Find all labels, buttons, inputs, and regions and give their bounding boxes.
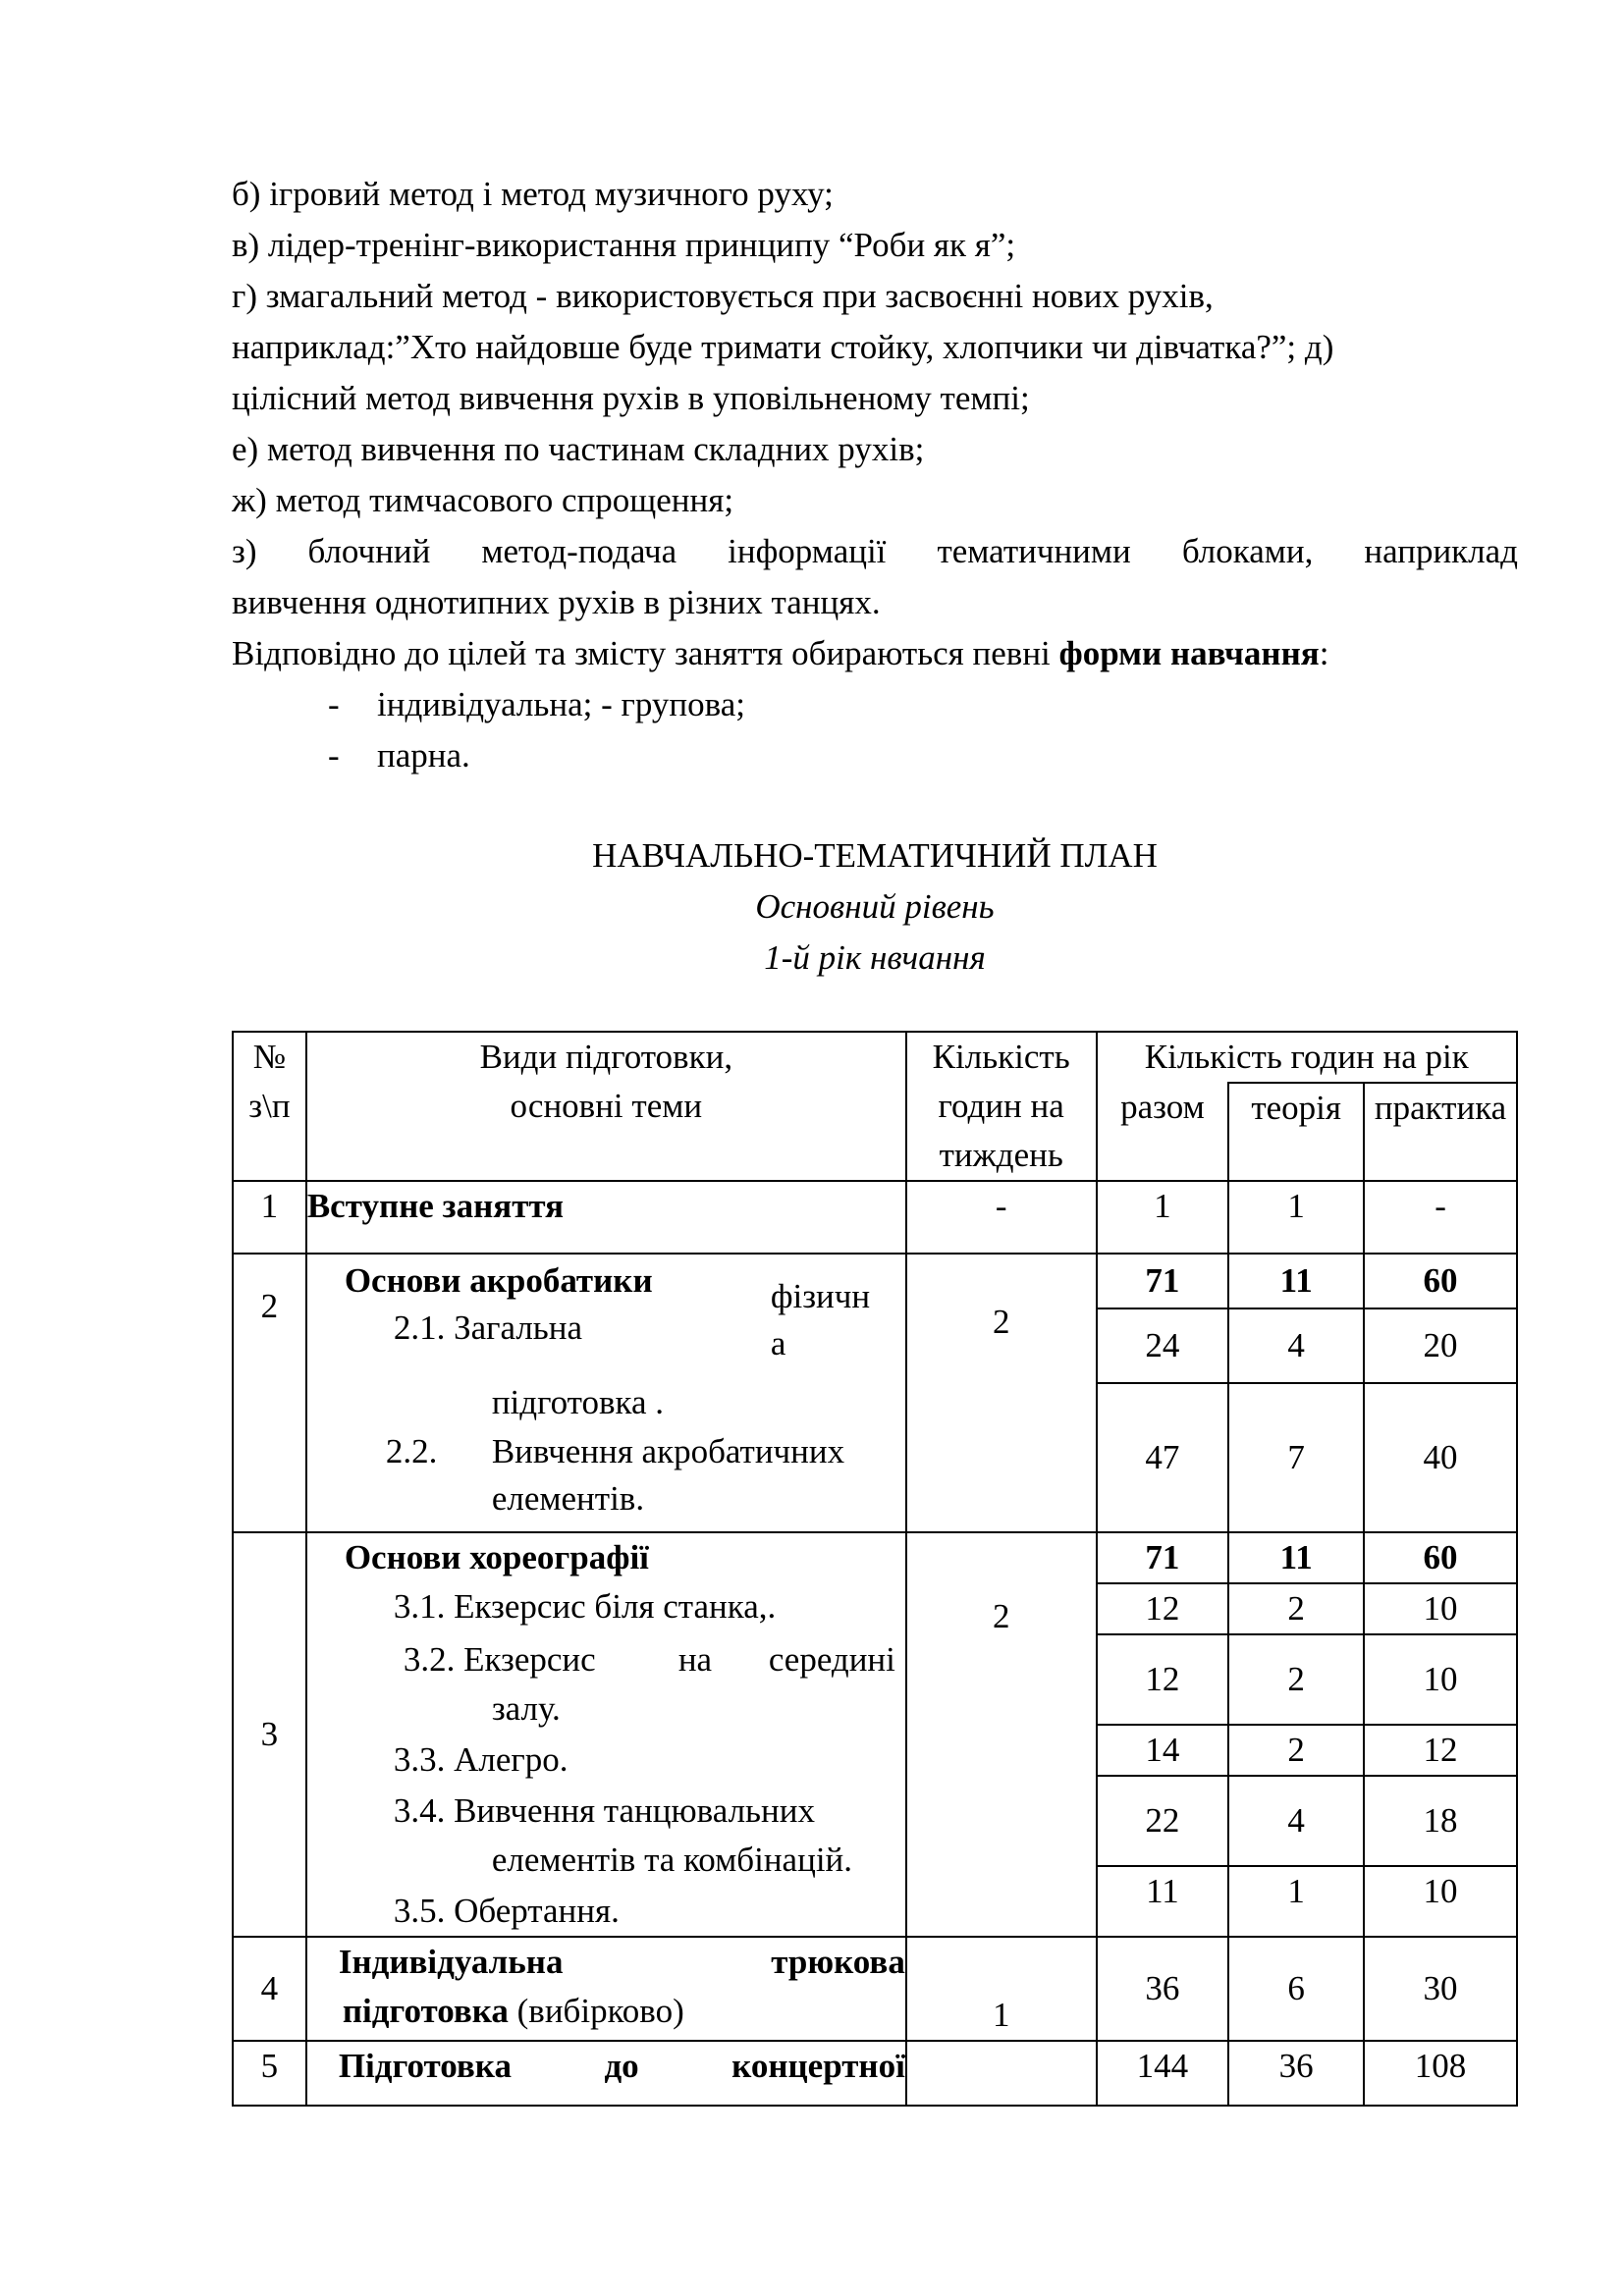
subtopic-text: 2.1. Загальна [393,1308,583,1347]
subtopic-text: елементів. [491,1479,645,1518]
row-theory [1228,1254,1364,1308]
table-row [233,1181,1517,1254]
subtopic-text: 3.4. Вивчення танцювальних [393,1791,815,1830]
text-line: е) метод вивчення по частинам складних рухів; [232,430,925,468]
row-title-text: Індивідуальна [338,1943,564,1981]
table-row [233,2041,1517,2106]
row-weekly: 1 [906,1937,1097,2041]
text-line: г) змагальний метод - використовується при засвоєнні нових рухів, [232,277,1214,315]
row-theory: 6 [1228,1937,1364,2041]
row-title-text: концертної [731,2047,905,2085]
plan-subtitle: Основний рівень [755,887,995,926]
row-theory: 4 [1228,1308,1364,1383]
row-practice: 20 [1364,1308,1517,1383]
header-cell-total: разом [1097,1083,1229,1181]
row-practice: 10 [1364,1634,1517,1725]
header-text: Кількість [932,1038,1070,1076]
row-total: 22 [1097,1776,1229,1866]
row-practice: - [1364,1181,1517,1254]
subtopic-text: елементів та комбінацій. [491,1841,853,1879]
practice-value: 60 [1423,1538,1458,1576]
row-theory: 1 [1228,1866,1364,1937]
bullet-item: індивідуальна; - групова; [377,685,745,723]
text-line: ж) метод тимчасового спрощення; [232,481,734,519]
table-row [233,1937,1517,2041]
row-theory: 2 [1228,1725,1364,1776]
row-number: 2 [233,1254,306,1532]
text-line: в) лідер-тренінг-використання принципу “Роби як я”; [232,226,1016,264]
row-title-text: Вступне заняття [306,1187,565,1225]
row-title-note: (вибірково) [508,1992,684,2030]
row-practice [1364,1254,1517,1308]
row-total [1097,1254,1229,1308]
header-cell-number [233,1032,306,1181]
row-title-text: Основи акробатики [344,1261,653,1300]
row-title-line [339,2042,905,2091]
text-span: Відповідно до цілей та змісту заняття обираються певні [232,634,1059,672]
row-title-text: Підготовка [338,2047,512,2085]
row-practice: 10 [1364,1583,1517,1634]
theory-value: 11 [1279,1538,1313,1576]
row-weekly: 2 [906,1254,1097,1532]
row-practice: 108 [1364,2041,1517,2106]
subtopic-text: 2.2. [385,1432,438,1470]
header-cell-types [306,1032,906,1181]
subtopic-text: 3.5. Обертання. [393,1892,620,1930]
subtopic-text: 3.2. Екзерсис [403,1640,596,1679]
row-theory [1228,1532,1364,1583]
row-theory: 1 [1228,1181,1364,1254]
row-total: 24 [1097,1308,1229,1383]
row-number: 4 [233,1937,306,2041]
row-title-text: Основи хореографії [344,1538,649,1576]
header-cell-theory: теорія [1228,1083,1364,1181]
row-weekly: - [906,1181,1097,1254]
row-title [306,2041,906,2106]
header-text: № [252,1038,287,1076]
row-theory: 2 [1228,1634,1364,1725]
row-theory: 7 [1228,1383,1364,1532]
row-title-text: трюкова [771,1943,905,1981]
text-line: наприклад:”Хто найдовше буде тримати стойку, хлопчики чи дівчатка?”; д) [232,328,1334,366]
row-weekly [906,2041,1097,2106]
text-line: цілісний метод вивчення рухів в уповільненому темпі; [232,379,1030,417]
row-total: 1 [1097,1181,1229,1254]
row-practice: 10 [1364,1866,1517,1937]
header-cell-yearly: Кількість годин на рік [1097,1032,1517,1083]
row-title [306,1254,906,1532]
text-line: вивчення однотипних рухів в різних танцях. [232,583,881,621]
row-title-line [339,1987,905,2036]
row-number: 5 [233,2041,306,2106]
table-row [233,1254,1517,1308]
subtopic-text: підготовка . [491,1383,664,1421]
subtopic-text: залу. [491,1689,561,1728]
text-line: з) блочний метод-подача інформації тематичними блоками, наприклад [232,532,1518,570]
subtopic-text: 3.3. Алегро. [393,1740,568,1779]
row-number: 1 [233,1181,306,1254]
table-header-row [233,1032,1517,1083]
table-row [233,1532,1517,1583]
bold-term: форми навчання [1058,634,1320,672]
row-total [1097,1532,1229,1583]
header-text: Види підготовки, [479,1038,733,1076]
bullet-dash: - [328,685,340,723]
bullet-dash: - [328,736,340,774]
subtopic-text: на [677,1640,713,1679]
subtopic-text: фізичн [770,1277,871,1315]
header-cell-practice: практика [1364,1083,1517,1181]
row-total: 11 [1097,1866,1229,1937]
plan-table [232,1031,1518,2107]
practice-value: 60 [1423,1261,1458,1300]
row-title-text: підготовка [342,1992,509,2030]
plan-subtitle: 1-й рік нвчання [764,938,986,977]
row-total: 12 [1097,1634,1229,1725]
row-weekly: 2 [906,1532,1097,1937]
text-span: : [1319,634,1329,672]
text-line [232,628,1328,679]
row-title-line [339,1938,905,1987]
row-total: 12 [1097,1583,1229,1634]
row-theory: 4 [1228,1776,1364,1866]
row-practice: 18 [1364,1776,1517,1866]
subtopic-text: середині [768,1640,895,1679]
bullet-item: парна. [377,736,470,774]
row-total: 47 [1097,1383,1229,1532]
text-line: б) ігровий метод і метод музичного руху; [232,175,834,213]
subtopic-text: Вивчення акробатичних [491,1432,845,1470]
row-theory: 2 [1228,1583,1364,1634]
total-value: 71 [1145,1538,1180,1576]
header-text: з\п [248,1087,291,1125]
row-practice [1364,1532,1517,1583]
row-title-text: до [604,2047,639,2085]
header-cell-weekly [906,1032,1097,1181]
total-value: 71 [1145,1261,1180,1300]
header-text: тиждень [939,1136,1063,1174]
subtopic-text: 3.1. Екзерсис біля станка,. [393,1587,777,1626]
row-total: 144 [1097,2041,1229,2106]
plan-title: НАВЧАЛЬНО-ТЕМАТИЧНИЙ ПЛАН [592,836,1158,875]
row-practice: 30 [1364,1937,1517,2041]
subtopic-text: а [770,1324,786,1362]
header-text: годин на [938,1087,1064,1125]
row-title [306,1937,906,2041]
header-text: основні теми [510,1087,703,1125]
row-practice: 12 [1364,1725,1517,1776]
row-title [306,1181,906,1254]
theory-value: 11 [1279,1261,1313,1300]
row-total: 14 [1097,1725,1229,1776]
row-practice: 40 [1364,1383,1517,1532]
row-title [306,1532,906,1937]
row-theory: 36 [1228,2041,1364,2106]
row-number: 3 [233,1532,306,1937]
row-total: 36 [1097,1937,1229,2041]
